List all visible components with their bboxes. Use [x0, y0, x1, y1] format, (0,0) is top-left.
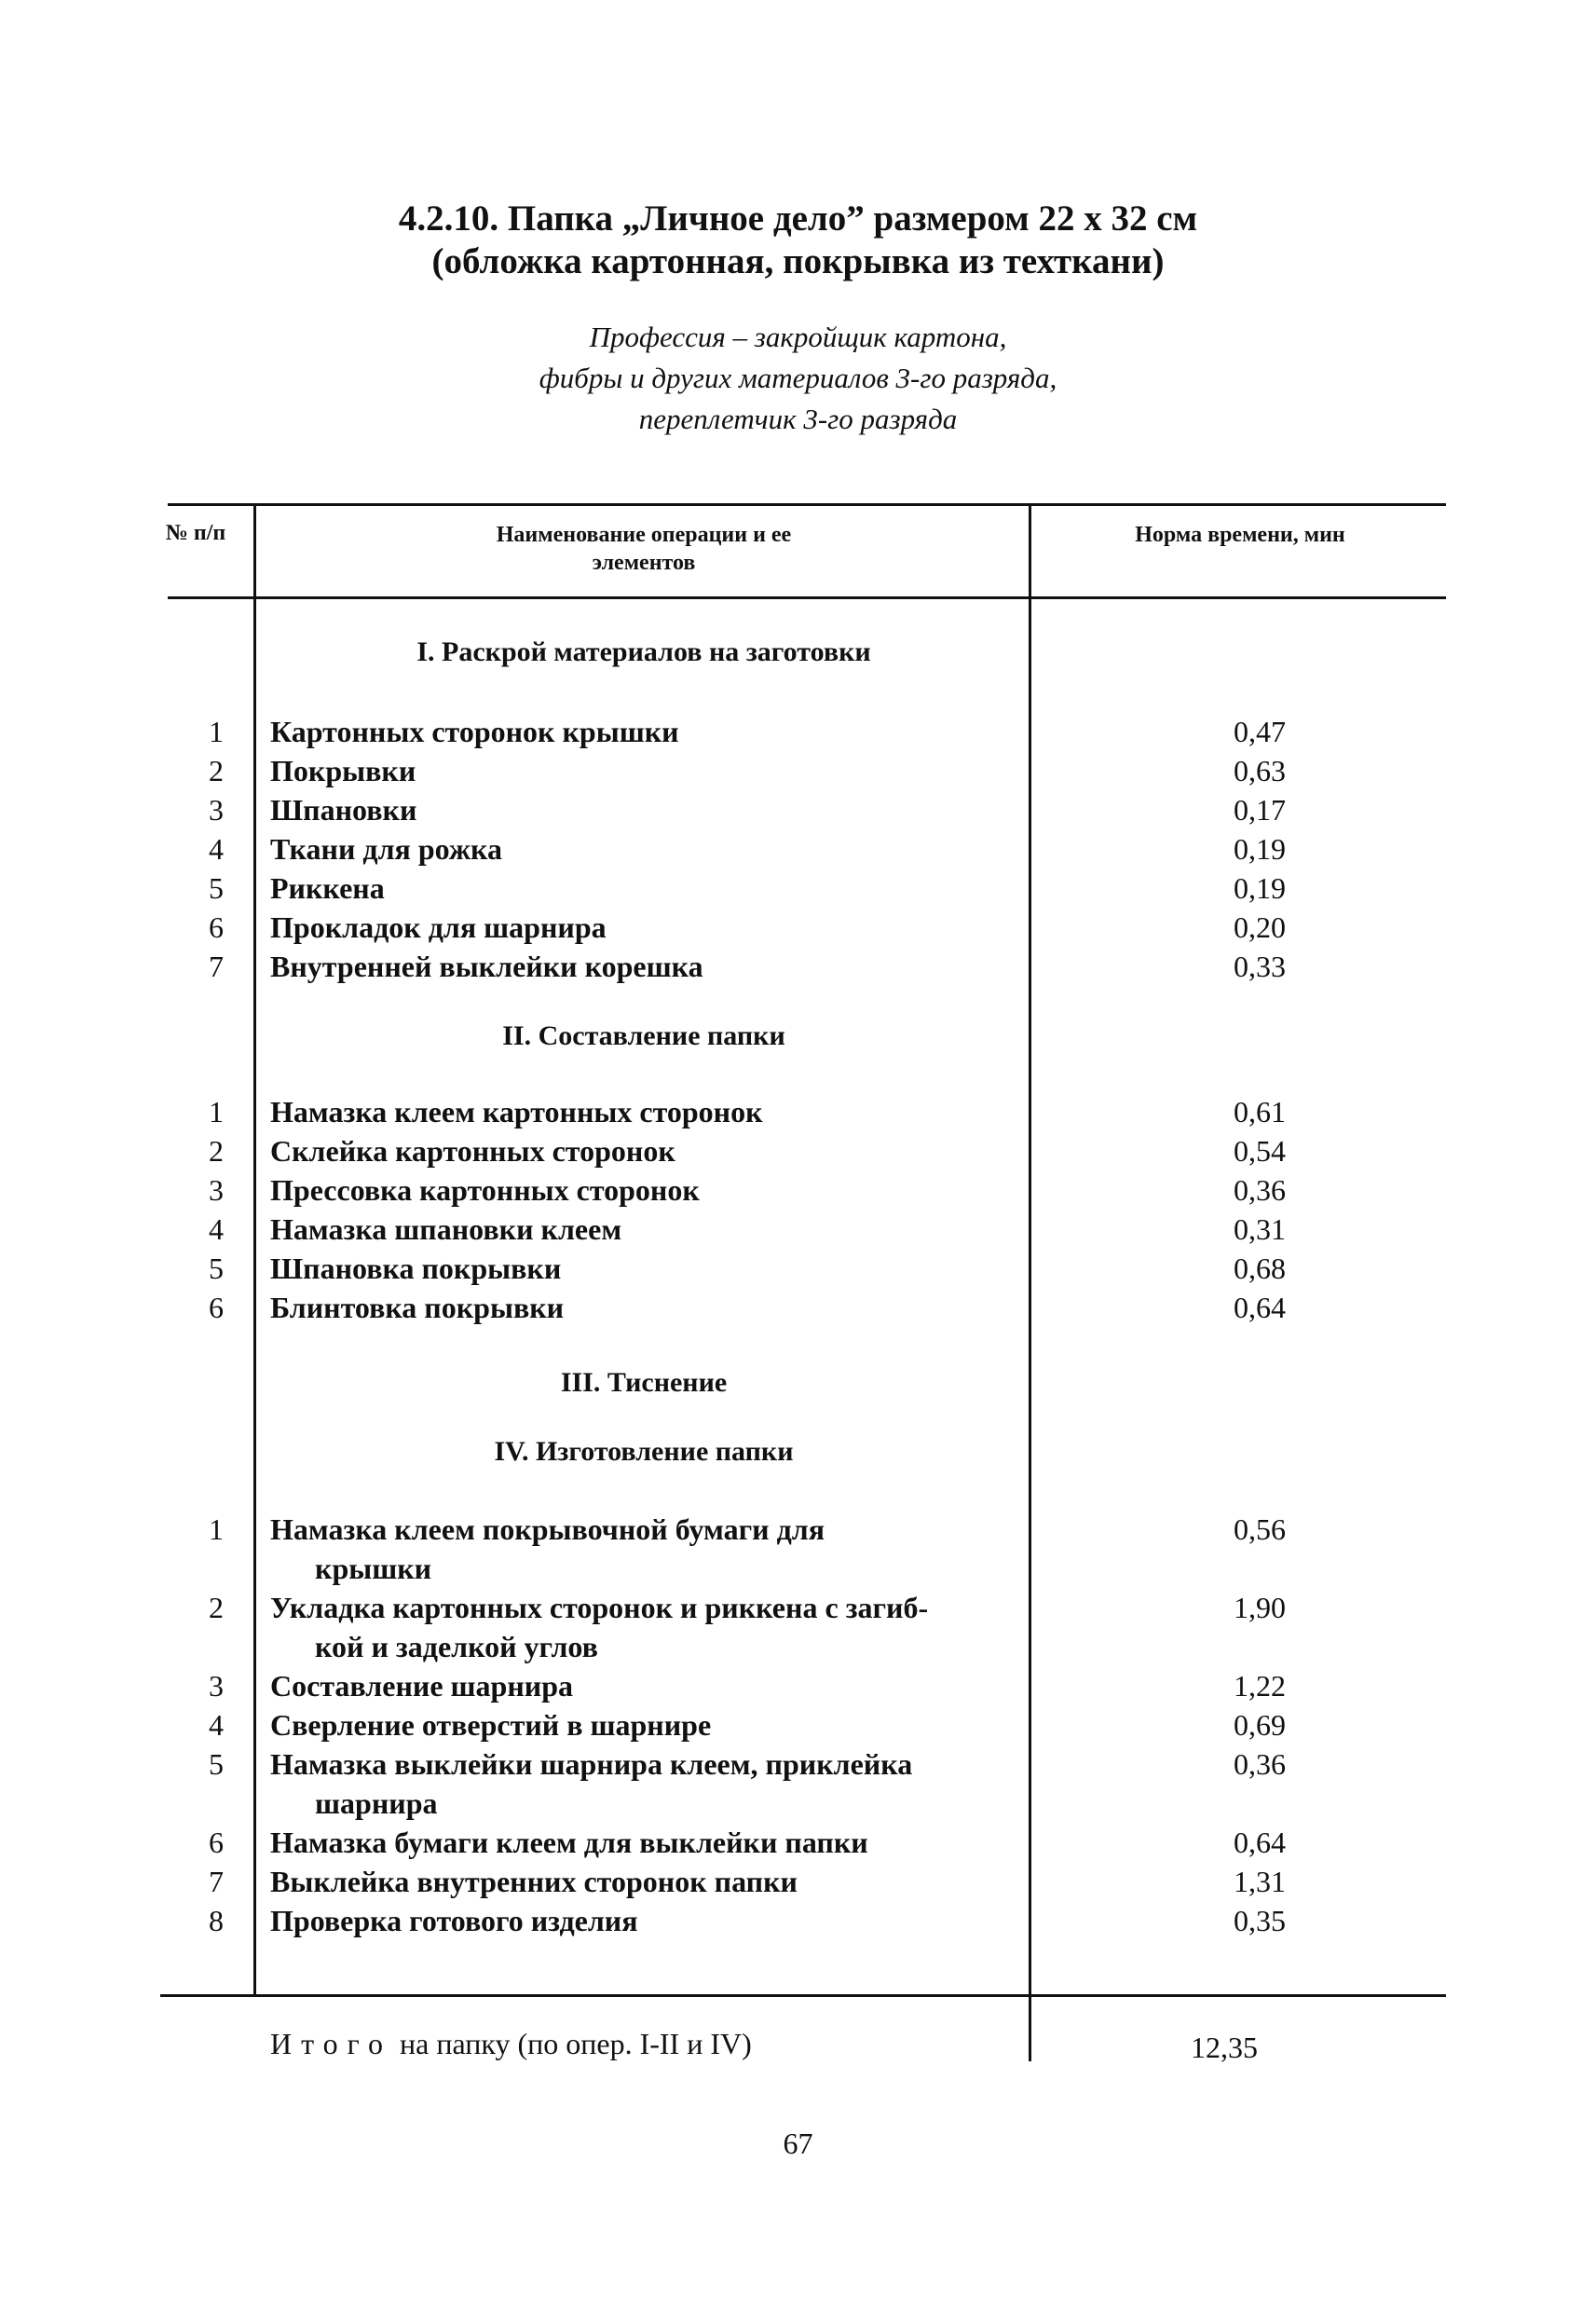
row-number: 5 — [209, 1252, 224, 1285]
table-row — [140, 1131, 1286, 1170]
row-number: 3 — [209, 1669, 224, 1703]
header-operation-name-line1: Наименование операции и ее — [496, 523, 792, 547]
row-operation: Проверка готового изделия — [270, 1904, 638, 1937]
table-row — [140, 908, 1286, 947]
table-row — [140, 1170, 1286, 1210]
table-row — [140, 790, 1286, 829]
table-row — [140, 1092, 1286, 1131]
row-operation: Намазка бумаги клеем для выклейки папки — [270, 1826, 868, 1859]
row-time-norm: 1,31 — [1234, 1865, 1286, 1898]
row-operation-text: Намазка выклейки шарнира клеем, приклейка — [270, 1747, 913, 1781]
row-time-norm: 1,22 — [1234, 1669, 1286, 1703]
table-top-rule — [168, 503, 1446, 506]
row-number: 2 — [209, 1134, 224, 1168]
row-number: 1 — [209, 715, 224, 748]
row-operation-text: Укладка картонных сторонок и риккена с загиб- — [270, 1591, 929, 1624]
table-row — [140, 1823, 1286, 1862]
row-operation-continuation: крышки — [315, 1552, 432, 1585]
row-number: 2 — [209, 754, 224, 787]
row-time-norm: 0,68 — [1234, 1252, 1286, 1285]
row-time-norm: 0,56 — [1234, 1512, 1286, 1546]
profession-line3: переплетчик 3-го разряда — [638, 403, 958, 435]
header-number: № п/п — [165, 521, 226, 545]
table-header-rule — [168, 596, 1446, 599]
table-row — [140, 829, 1286, 869]
row-operation: Прессовка картонных сторонок — [270, 1173, 700, 1207]
table-row — [140, 1210, 1286, 1249]
row-operation: Шпановка покрывки — [270, 1252, 562, 1285]
profession-line1: Профессия – закройщик картона, — [589, 321, 1007, 353]
section-title-2: II. Составление папки — [502, 1020, 785, 1051]
table-row — [140, 1510, 1286, 1585]
row-number: 1 — [209, 1512, 224, 1546]
row-number: 7 — [209, 1865, 224, 1898]
row-operation-continuation: шарнира — [315, 1786, 438, 1820]
row-operation: Сверление отверстий в шарнире — [270, 1708, 712, 1742]
table-row — [140, 1588, 1286, 1663]
row-number: 6 — [209, 1291, 224, 1324]
row-time-norm: 0,36 — [1234, 1747, 1286, 1781]
row-number: 1 — [209, 1095, 224, 1129]
total-label-spaced: Итого — [270, 2027, 392, 2060]
row-time-norm: 0,19 — [1234, 871, 1286, 905]
row-number: 3 — [209, 1173, 224, 1207]
row-time-norm: 0,31 — [1234, 1212, 1286, 1246]
document-title-line2: (обложка картонная, покрывка из техткани) — [431, 241, 1165, 281]
row-operation-text: Намазка клеем покрывочной бумаги для — [270, 1512, 825, 1546]
row-time-norm: 0,63 — [1234, 754, 1286, 787]
row-operation — [270, 1588, 1006, 1666]
row-number: 5 — [209, 1747, 224, 1781]
table-row — [140, 1666, 1286, 1705]
table-row — [140, 1862, 1286, 1901]
total-label — [270, 2024, 752, 2063]
document-title-line1: 4.2.10. Папка „Личное дело” размером 22 x 32 см — [398, 198, 1198, 239]
row-time-norm: 0,19 — [1234, 832, 1286, 866]
row-operation-continuation: кой и заделкой углов — [315, 1630, 598, 1663]
table-row — [140, 869, 1286, 908]
row-operation: Ткани для рожка — [270, 832, 502, 866]
row-number: 4 — [209, 832, 224, 866]
row-operation: Составление шарнира — [270, 1669, 573, 1703]
row-number: 8 — [209, 1904, 224, 1937]
row-time-norm: 0,47 — [1234, 715, 1286, 748]
row-operation: Покрывки — [270, 754, 416, 787]
row-time-norm: 0,61 — [1234, 1095, 1286, 1129]
row-time-norm: 0,17 — [1234, 793, 1286, 827]
section-title-1: I. Раскрой материалов на заготовки — [416, 636, 871, 667]
row-time-norm: 0,69 — [1234, 1708, 1286, 1742]
row-operation: Склейка картонных сторонок — [270, 1134, 675, 1168]
table-row — [140, 1288, 1286, 1327]
row-number: 3 — [209, 793, 224, 827]
table-row — [140, 1705, 1286, 1744]
table-row — [140, 947, 1286, 986]
row-operation — [270, 1744, 1006, 1823]
row-operation: Намазка клеем картонных сторонок — [270, 1095, 763, 1129]
section-title-3: III. Тиснение — [560, 1367, 728, 1398]
total-value: 12,35 — [1191, 2031, 1258, 2064]
profession-line2: фибры и других материалов 3-го разряда, — [539, 362, 1057, 394]
row-operation: Внутренней выклейки корешка — [270, 950, 703, 983]
row-number: 6 — [209, 910, 224, 944]
row-operation: Блинтовка покрывки — [270, 1291, 565, 1324]
row-time-norm: 0,64 — [1234, 1291, 1286, 1324]
row-number: 4 — [209, 1212, 224, 1246]
row-number: 2 — [209, 1591, 224, 1624]
table-row — [140, 712, 1286, 751]
row-operation: Шпановки — [270, 793, 417, 827]
row-operation: Картонных сторонок крышки — [270, 715, 679, 748]
table-row — [140, 1249, 1286, 1288]
table-total-rule — [160, 1994, 1446, 1997]
table-row — [140, 1901, 1286, 1940]
row-number: 7 — [209, 950, 224, 983]
row-time-norm: 0,64 — [1234, 1826, 1286, 1859]
row-number: 5 — [209, 871, 224, 905]
page-number: 67 — [783, 2127, 813, 2160]
table-row — [140, 1744, 1286, 1820]
row-time-norm: 0,35 — [1234, 1904, 1286, 1937]
section-title-4: IV. Изготовление папки — [494, 1436, 794, 1467]
header-time-norm: Норма времени, мин — [1135, 523, 1345, 547]
row-number: 6 — [209, 1826, 224, 1859]
row-operation: Выклейка внутренних сторонок папки — [270, 1865, 798, 1898]
row-time-norm: 0,33 — [1234, 950, 1286, 983]
row-time-norm: 0,20 — [1234, 910, 1286, 944]
row-time-norm: 1,90 — [1234, 1591, 1286, 1624]
row-operation: Риккена — [270, 871, 385, 905]
row-number: 4 — [209, 1708, 224, 1742]
header-operation-name-line2: элементов — [592, 551, 696, 575]
row-operation: Прокладок для шарнира — [270, 910, 607, 944]
row-operation — [270, 1510, 1006, 1588]
row-operation: Намазка шпановки клеем — [270, 1212, 622, 1246]
table-row — [140, 751, 1286, 790]
row-time-norm: 0,36 — [1234, 1173, 1286, 1207]
total-label-rest: на папку (по опер. I-II и IV) — [400, 2027, 752, 2060]
row-time-norm: 0,54 — [1234, 1134, 1286, 1168]
